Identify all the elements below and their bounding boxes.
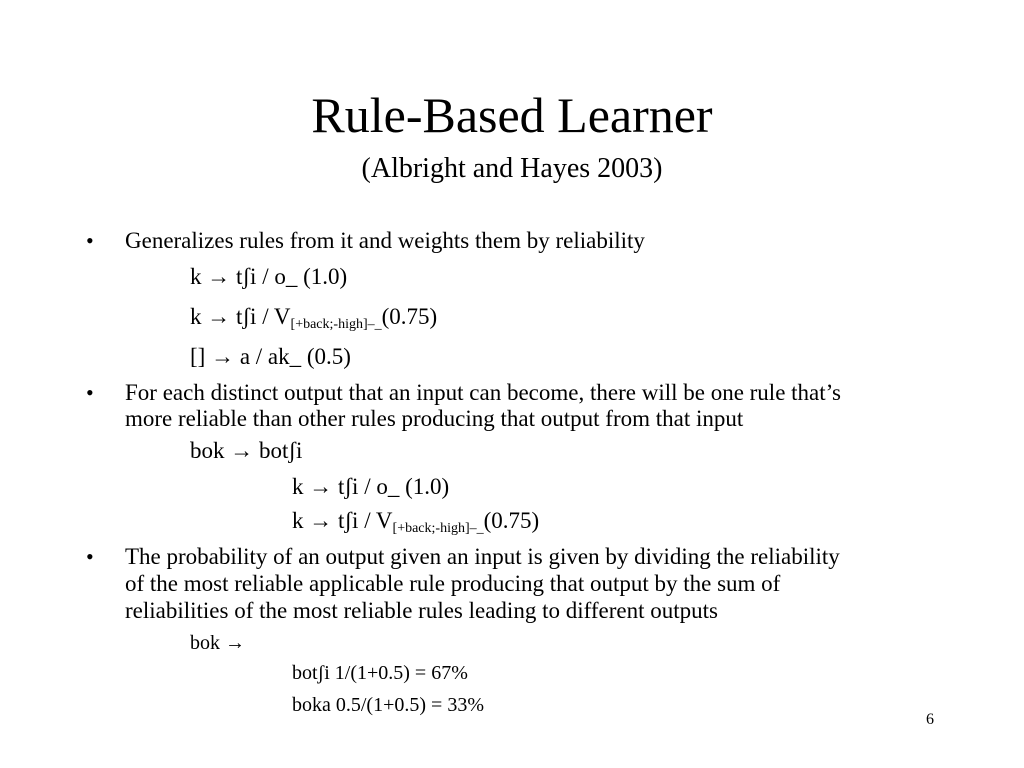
bullet-marker: • bbox=[86, 380, 94, 405]
rule-2-2-main: k → tʃi / V bbox=[292, 508, 393, 533]
bullet-3-line-3: reliabilities of the most reliable rules leading to different outputs bbox=[125, 598, 718, 623]
rule-1-2-subscript: [+back;-high]–_ bbox=[290, 317, 382, 332]
probability-2: boka 0.5/(1+0.5) = 33% bbox=[292, 694, 484, 716]
rule-1-1: k → tʃi / o_ (1.0) bbox=[190, 264, 348, 289]
rule-2-2-subscript: [+back;-high]–_ bbox=[392, 521, 484, 536]
rule-1-2 bbox=[190, 304, 437, 338]
bullet-2-line-2: more reliable than other rules producing that output from that input bbox=[125, 406, 744, 431]
bullet-3-line-1: The probability of an output given an input is given by dividing the reliability bbox=[125, 544, 840, 569]
example-2: bok → botʃi bbox=[190, 438, 303, 463]
rule-2-1: k → tʃi / o_ (1.0) bbox=[292, 474, 450, 499]
rule-2-2 bbox=[292, 508, 539, 542]
slide-title: Rule-Based Learner bbox=[311, 87, 713, 143]
rule-1-2-main: k → tʃi / V bbox=[190, 304, 291, 329]
bullet-1-text: Generalizes rules from it and weights them by reliability bbox=[125, 228, 645, 253]
example-3: bok → bbox=[190, 632, 245, 654]
rule-1-2-value: (0.75) bbox=[381, 304, 438, 329]
slide-subtitle: (Albright and Hayes 2003) bbox=[361, 153, 663, 184]
probability-1: botʃi 1/(1+0.5) = 67% bbox=[292, 662, 468, 684]
bullet-2-line-1: For each distinct output that an input can become, there will be one rule that’s bbox=[125, 380, 841, 405]
bullet-marker: • bbox=[86, 228, 94, 253]
bullet-marker: • bbox=[86, 544, 94, 569]
page-number: 6 bbox=[926, 711, 934, 728]
bullet-3-line-2: of the most reliable applicable rule producing that output by the sum of bbox=[125, 571, 781, 596]
rule-2-2-value: (0.75) bbox=[483, 508, 540, 533]
rule-1-3: [] → a / ak_ (0.5) bbox=[190, 344, 351, 369]
